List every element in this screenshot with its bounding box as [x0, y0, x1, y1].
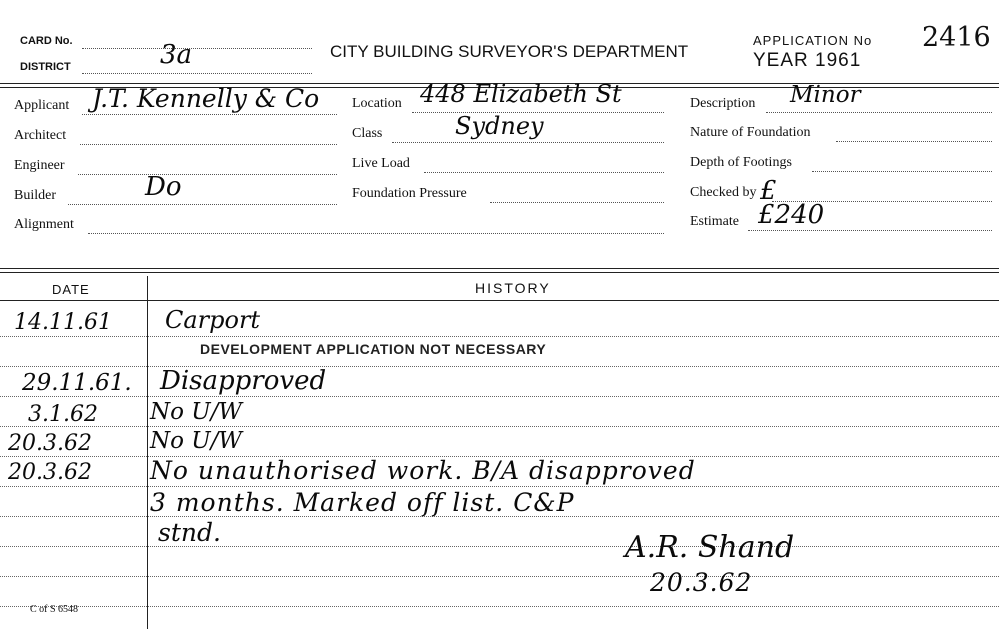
depth-of-footings-label: Depth of Footings — [690, 155, 792, 170]
card-no-label: CARD No. — [20, 35, 73, 47]
entry-date: 3.1.62 — [28, 402, 98, 427]
ruled-line — [0, 396, 999, 397]
ruled-line — [0, 606, 999, 607]
history-divider — [0, 268, 999, 273]
ruled-line — [0, 546, 999, 547]
ruled-line — [0, 366, 999, 367]
live-load-line — [424, 172, 664, 173]
estimate-line — [748, 230, 992, 231]
class-value: Sydney — [455, 112, 544, 140]
builder-line — [68, 204, 337, 205]
estimate-value: £240 — [758, 200, 825, 230]
entry-date: 14.11.61 — [14, 310, 112, 335]
class-label: Class — [352, 126, 383, 141]
history-column-header: HISTORY — [475, 280, 551, 296]
entry-text: Disapproved — [160, 366, 327, 396]
ruled-line — [0, 426, 999, 427]
application-no-label: APPLICATION No — [753, 33, 873, 48]
entry-text: 3 months. Marked off list. C&P — [150, 488, 575, 517]
entry-date: 20.3.62 — [8, 431, 92, 456]
nature-of-foundation-label: Nature of Foundation — [690, 125, 811, 140]
form-code: C of S 6548 — [30, 604, 79, 615]
application-no-value: 2416 — [922, 22, 991, 53]
entry-date: 29.11.61. — [22, 370, 132, 396]
card-no-value: 3a — [160, 40, 193, 70]
year-label: YEAR 1961 — [753, 50, 862, 71]
applicant-value: J.T. Kennelly & Co — [92, 84, 320, 113]
date-column-header: DATE — [52, 282, 90, 297]
description-value: Minor — [790, 82, 861, 108]
description-label: Description — [690, 96, 756, 111]
checked-by-value: £ — [760, 176, 777, 206]
class-line — [392, 142, 664, 143]
entry-text: Carport — [165, 306, 261, 334]
architect-line — [80, 144, 337, 145]
ruled-line — [0, 576, 999, 577]
entry-text: No unauthorised work. B/A disapproved — [150, 456, 696, 485]
ruled-line — [0, 336, 999, 337]
signature-date: 20.3.62 — [650, 568, 753, 597]
header-rule — [0, 300, 999, 301]
architect-label: Architect — [14, 128, 67, 143]
builder-value: Do — [145, 172, 182, 202]
engineer-label: Engineer — [14, 158, 65, 173]
alignment-label: Alignment — [14, 217, 74, 232]
engineer-line — [78, 174, 337, 175]
card-no-line — [82, 48, 312, 49]
stamp-text: DEVELOPMENT APPLICATION NOT NECESSARY — [200, 341, 547, 357]
ruled-line — [0, 486, 999, 487]
description-line — [766, 112, 992, 113]
depth-line — [812, 171, 992, 172]
entry-text: stnd. — [158, 518, 221, 547]
alignment-line — [88, 233, 664, 234]
applicant-label: Applicant — [14, 98, 70, 113]
entry-text: No U/W — [150, 428, 243, 454]
district-line — [82, 73, 312, 74]
checked-by-label: Checked by — [690, 185, 757, 200]
live-load-label: Live Load — [352, 156, 410, 171]
location-label: Location — [352, 96, 402, 111]
applicant-line — [82, 114, 337, 115]
district-label: DISTRICT — [20, 61, 71, 73]
nature-line — [836, 141, 992, 142]
estimate-label: Estimate — [690, 214, 739, 229]
entry-date: 20.3.62 — [8, 460, 92, 485]
page-title: CITY BUILDING SURVEYOR'S DEPARTMENT — [330, 42, 689, 61]
location-value: 448 Elizabeth St — [420, 80, 622, 108]
entry-text: No U/W — [150, 399, 243, 425]
builder-label: Builder — [14, 188, 56, 203]
foundation-pressure-line — [490, 202, 664, 203]
signature: A.R. Shand — [625, 530, 795, 565]
foundation-pressure-label: Foundation Pressure — [352, 186, 467, 201]
